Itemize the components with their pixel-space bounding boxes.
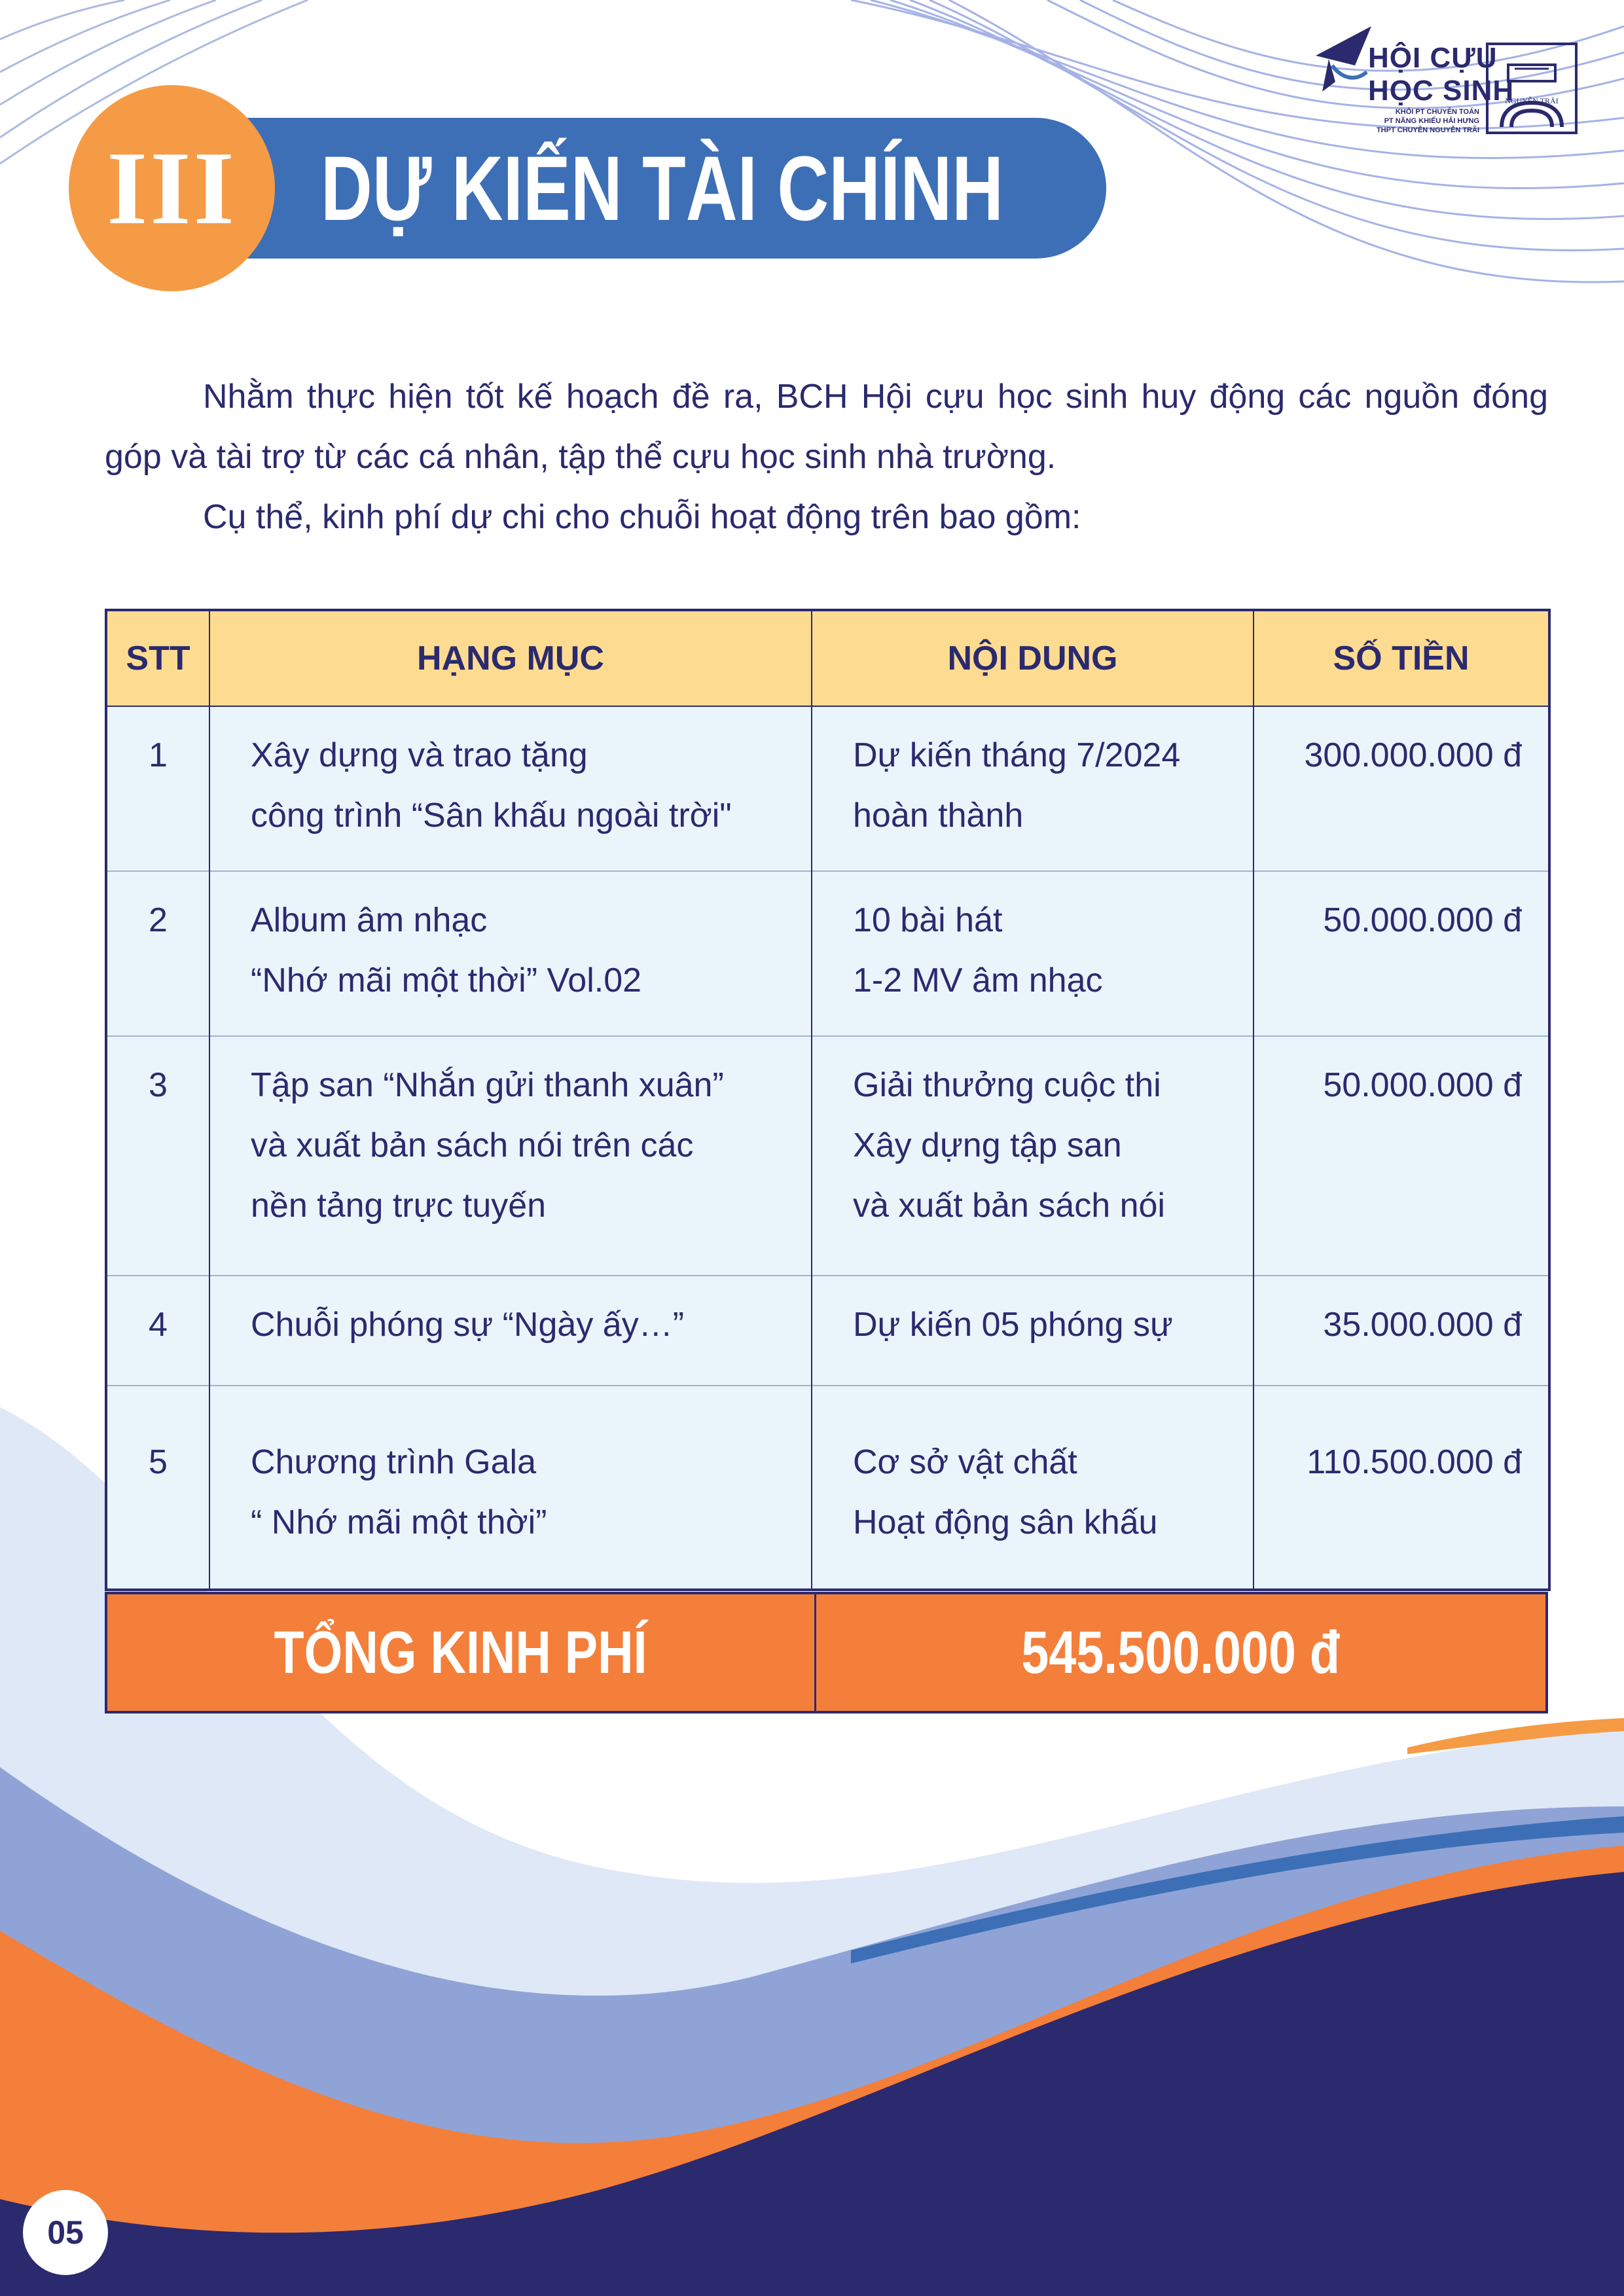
row-stt: 1: [106, 706, 209, 871]
row-amount: 110.500.000 đ: [1254, 1386, 1549, 1590]
row-item: Tập san “Nhắn gửi thanh xuân” và xuất bản sách nói trên các nền tảng trực tuyến: [209, 1036, 812, 1276]
section-title: DỰ KIẾN TÀI CHÍNH: [321, 136, 1004, 240]
row-stt: 2: [106, 871, 209, 1036]
header-item: HẠNG MỤC: [209, 610, 812, 706]
budget-table: [105, 609, 1551, 1591]
table-row: [106, 1276, 1549, 1386]
row-stt: 3: [106, 1036, 209, 1276]
logo-subtitle: KHỐI PT CHUYÊN TOÁN PT NĂNG KHIẾU HẢI HƯNG THPT CHUYÊN NGUYỄN TRÃI: [1376, 108, 1479, 134]
row-item: Album âm nhạc “Nhớ mãi một thời” Vol.02: [209, 871, 812, 1036]
table-row: [106, 1036, 1549, 1276]
row-amount: 35.000.000 đ: [1254, 1276, 1549, 1386]
graduation-cap-icon: [1309, 20, 1375, 105]
intro-paragraph-2: Cụ thể, kinh phí dự chi cho chuỗi hoạt động trên bao gồm:: [203, 498, 1081, 536]
row-amount: 50.000.000 đ: [1254, 871, 1549, 1036]
row-item: Xây dựng và trao tặng công trình “Sân khấu ngoài trời": [209, 706, 812, 871]
header-content: NỘI DUNG: [812, 610, 1254, 706]
row-content: Dự kiến tháng 7/2024 hoàn thành: [812, 706, 1254, 871]
table-row: [106, 1386, 1549, 1590]
section-number: III: [107, 130, 237, 246]
row-amount: 300.000.000 đ: [1254, 706, 1549, 871]
page-number: 05: [23, 2190, 108, 2275]
intro-text: [105, 367, 1548, 547]
row-stt: 4: [106, 1276, 209, 1386]
row-content: Cơ sở vật chất Hoạt động sân khấu: [812, 1386, 1254, 1590]
header-stt: STT: [106, 610, 209, 706]
table-header-row: [106, 610, 1549, 706]
total-label: TỔNG KINH PHÍ: [107, 1594, 816, 1711]
section-number-badge: [69, 85, 275, 291]
school-emblem: [1486, 43, 1578, 134]
table-row: [106, 871, 1549, 1036]
row-stt: 5: [106, 1386, 209, 1590]
total-bar: [105, 1592, 1548, 1713]
row-content: Giải thưởng cuộc thi Xây dựng tập san và xuất bản sách nói: [812, 1036, 1254, 1276]
intro-paragraph-1: Nhằm thực hiện tốt kế hoạch đề ra, BCH Hội cựu học sinh huy động các nguồn đóng góp và tài trợ từ các cá nhân, tập thể cựu học sinh nhà trường.: [105, 378, 1548, 476]
emblem-text: NGUYỄN TRÃI: [1505, 96, 1559, 105]
association-logo: [1309, 20, 1584, 144]
row-content: 10 bài hát 1-2 MV âm nhạc: [812, 871, 1254, 1036]
header-amount: SỐ TIỀN: [1254, 610, 1549, 706]
table-row: [106, 706, 1549, 871]
row-content: Dự kiến 05 phóng sự: [812, 1276, 1254, 1386]
school-building-icon: [1489, 45, 1575, 132]
row-item: Chương trình Gala “ Nhớ mãi một thời”: [209, 1386, 812, 1590]
logo-title: HỘI CỰU HỌC SINH: [1368, 42, 1515, 107]
row-amount: 50.000.000 đ: [1254, 1036, 1549, 1276]
total-value: 545.500.000 đ: [1021, 1619, 1341, 1686]
row-item: Chuỗi phóng sự “Ngày ấy…”: [209, 1276, 812, 1386]
